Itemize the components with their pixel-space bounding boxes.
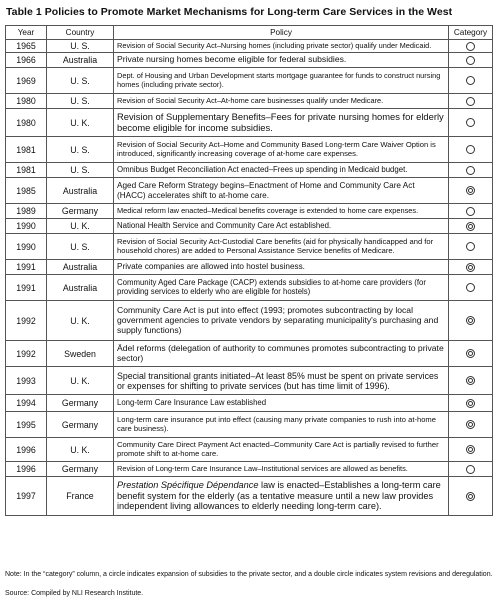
table-title: Table 1 Policies to Promote Market Mechanisms for Long-term Care Services in the West <box>6 6 453 18</box>
year-cell: 1969 <box>6 68 47 94</box>
table-row <box>6 275 493 301</box>
country-cell: France <box>47 477 114 516</box>
category-cell <box>449 234 493 260</box>
policy-cell: Special transitional grants initiated–At least 85% must be spent on private services or expenses for shifting to private services (but has time limit of 1996). <box>114 367 449 395</box>
header-row <box>6 26 493 40</box>
double-circle-icon <box>466 186 475 195</box>
column-header-category: Category <box>449 26 493 40</box>
country-cell: Australia <box>47 53 114 68</box>
country-cell: U. S. <box>47 163 114 178</box>
double-circle-icon <box>466 492 475 501</box>
circle-icon <box>466 56 475 65</box>
year-cell: 1980 <box>6 94 47 109</box>
policy-cell: Ädel reforms (delegation of authority to communes promotes subcontracting to private sector) <box>114 341 449 367</box>
table-source: Source: Compiled by NLI Research Institute. <box>5 590 144 597</box>
double-circle-icon <box>466 349 475 358</box>
category-cell <box>449 477 493 516</box>
table-row <box>6 109 493 137</box>
country-cell: U. K. <box>47 301 114 341</box>
table-row <box>6 137 493 163</box>
year-cell: 1991 <box>6 275 47 301</box>
table-row <box>6 341 493 367</box>
year-cell: 1985 <box>6 178 47 204</box>
year-cell: 1995 <box>6 412 47 438</box>
year-cell: 1993 <box>6 367 47 395</box>
table-row <box>6 412 493 438</box>
country-cell: Germany <box>47 412 114 438</box>
category-cell <box>449 94 493 109</box>
circle-icon <box>466 166 475 175</box>
circle-icon <box>466 465 475 474</box>
country-cell: U. K. <box>47 438 114 462</box>
year-cell: 1990 <box>6 234 47 260</box>
column-header-policy: Policy <box>114 26 449 40</box>
policy-cell: Community Care Direct Payment Act enacted–Community Care Act is partially revised to further promote shift to at-home care. <box>114 438 449 462</box>
policy-text: law is enacted–Establishes a long-term care benefit system for the elderly (as a tentative measure until a new law provides independent living allowances to elderly needing long-term care). <box>117 480 441 512</box>
year-cell: 1997 <box>6 477 47 516</box>
category-cell <box>449 163 493 178</box>
policy-cell: Private companies are allowed into hostel business. <box>114 260 449 275</box>
country-cell: Germany <box>47 462 114 477</box>
country-cell: U. S. <box>47 234 114 260</box>
year-cell: 1994 <box>6 395 47 412</box>
country-cell: U. S. <box>47 137 114 163</box>
year-cell: 1989 <box>6 204 47 219</box>
circle-icon <box>466 118 475 127</box>
table-row <box>6 234 493 260</box>
table-row <box>6 438 493 462</box>
table-row <box>6 178 493 204</box>
category-cell <box>449 275 493 301</box>
double-circle-icon <box>466 376 475 385</box>
circle-icon <box>466 283 475 292</box>
circle-icon <box>466 97 475 106</box>
year-cell: 1996 <box>6 438 47 462</box>
country-cell: U. K. <box>47 367 114 395</box>
category-cell <box>449 260 493 275</box>
table-row <box>6 68 493 94</box>
policy-emphasis: Prestation Spécifique Dépendance <box>117 480 259 491</box>
year-cell: 1981 <box>6 163 47 178</box>
year-cell: 1990 <box>6 219 47 234</box>
table-row <box>6 40 493 53</box>
circle-icon <box>466 145 475 154</box>
category-cell <box>449 137 493 163</box>
category-cell <box>449 40 493 53</box>
policy-cell: National Health Service and Community Care Act established. <box>114 219 449 234</box>
policy-cell: Private nursing homes become eligible for federal subsidies. <box>114 53 449 68</box>
country-cell: U. S. <box>47 68 114 94</box>
policy-cell: Revision of Social Security Act-Custodial Care benefits (aid for physically handicapped and for household chores) are added to Personal Assistance Service benefits of Medicare. <box>114 234 449 260</box>
table-row <box>6 260 493 275</box>
table-row <box>6 219 493 234</box>
category-cell <box>449 395 493 412</box>
policy-cell: Revision of Social Security Act–Home and Community Based Long-term Care Waiver Option is introduced, significantly increasing coverage of at-home care expenses. <box>114 137 449 163</box>
column-header-country: Country <box>47 26 114 40</box>
country-cell: U. S. <box>47 94 114 109</box>
double-circle-icon <box>466 222 475 231</box>
policy-cell: Medical reform law enacted–Medical benefits coverage is extended to home care expenses. <box>114 204 449 219</box>
double-circle-icon <box>466 263 475 272</box>
category-cell <box>449 178 493 204</box>
year-cell: 1996 <box>6 462 47 477</box>
policy-cell: Revision of Social Security Act–Nursing homes (including private sector) qualify under Medicaid. <box>114 40 449 53</box>
policy-cell: Revision of Supplementary Benefits–Fees for private nursing homes for elderly become eligible for income subsidies. <box>114 109 449 137</box>
year-cell: 1991 <box>6 260 47 275</box>
policy-cell: Community Aged Care Package (CACP) extends subsidies to at-home care providers (for providing services to elderly who are eligible for hostels) <box>114 275 449 301</box>
column-header-year: Year <box>6 26 47 40</box>
double-circle-icon <box>466 316 475 325</box>
table-note: Note: In the “category” column, a circle indicates expansion of subsidies to the private sector, and a double circle indicates system revisions and deregulation. <box>5 571 493 578</box>
policy-cell <box>114 477 449 516</box>
year-cell: 1980 <box>6 109 47 137</box>
country-cell: Australia <box>47 178 114 204</box>
table-row <box>6 367 493 395</box>
table-row <box>6 462 493 477</box>
policy-table <box>5 25 493 516</box>
category-cell <box>449 301 493 341</box>
country-cell: Australia <box>47 275 114 301</box>
category-cell <box>449 438 493 462</box>
circle-icon <box>466 76 475 85</box>
category-cell <box>449 219 493 234</box>
policy-cell: Revision of Long-term Care Insurance Law–Institutional services are allowed as benefits. <box>114 462 449 477</box>
country-cell: U. K. <box>47 219 114 234</box>
table-body <box>6 40 493 516</box>
country-cell: Germany <box>47 204 114 219</box>
table-row <box>6 395 493 412</box>
country-cell: U. K. <box>47 109 114 137</box>
country-cell: U. S. <box>47 40 114 53</box>
category-cell <box>449 462 493 477</box>
country-cell: Germany <box>47 395 114 412</box>
table-row <box>6 477 493 516</box>
category-cell <box>449 68 493 94</box>
year-cell: 1981 <box>6 137 47 163</box>
category-cell <box>449 53 493 68</box>
table-row <box>6 94 493 109</box>
category-cell <box>449 204 493 219</box>
year-cell: 1992 <box>6 301 47 341</box>
policy-cell: Dept. of Housing and Urban Development starts mortgage guarantee for funds to construct nursing homes (including private sector). <box>114 68 449 94</box>
category-cell <box>449 341 493 367</box>
policy-cell: Long-term Care Insurance Law established <box>114 395 449 412</box>
circle-icon <box>466 242 475 251</box>
circle-icon <box>466 42 475 51</box>
policy-cell: Long-term care insurance put into effect (causing many private companies to rush into at-home care business). <box>114 412 449 438</box>
policy-cell: Community Care Act is put into effect (1993; promotes subcontracting by local government agencies to private vendors by separating municipality's purchasing and supply functions) <box>114 301 449 341</box>
category-cell <box>449 367 493 395</box>
double-circle-icon <box>466 445 475 454</box>
policy-cell: Omnibus Budget Reconciliation Act enacted–Frees up spending in Medicaid budget. <box>114 163 449 178</box>
double-circle-icon <box>466 420 475 429</box>
table-row <box>6 163 493 178</box>
year-cell: 1965 <box>6 40 47 53</box>
circle-icon <box>466 207 475 216</box>
table-row <box>6 301 493 341</box>
table-row <box>6 204 493 219</box>
category-cell <box>449 412 493 438</box>
year-cell: 1992 <box>6 341 47 367</box>
policy-cell: Revision of Social Security Act–At-home care businesses qualify under Medicare. <box>114 94 449 109</box>
double-circle-icon <box>466 399 475 408</box>
table-row <box>6 53 493 68</box>
category-cell <box>449 109 493 137</box>
year-cell: 1966 <box>6 53 47 68</box>
country-cell: Sweden <box>47 341 114 367</box>
policy-cell: Aged Care Reform Strategy begins–Enactment of Home and Community Care Act (HACC) accelerates shift to at-home care. <box>114 178 449 204</box>
country-cell: Australia <box>47 260 114 275</box>
